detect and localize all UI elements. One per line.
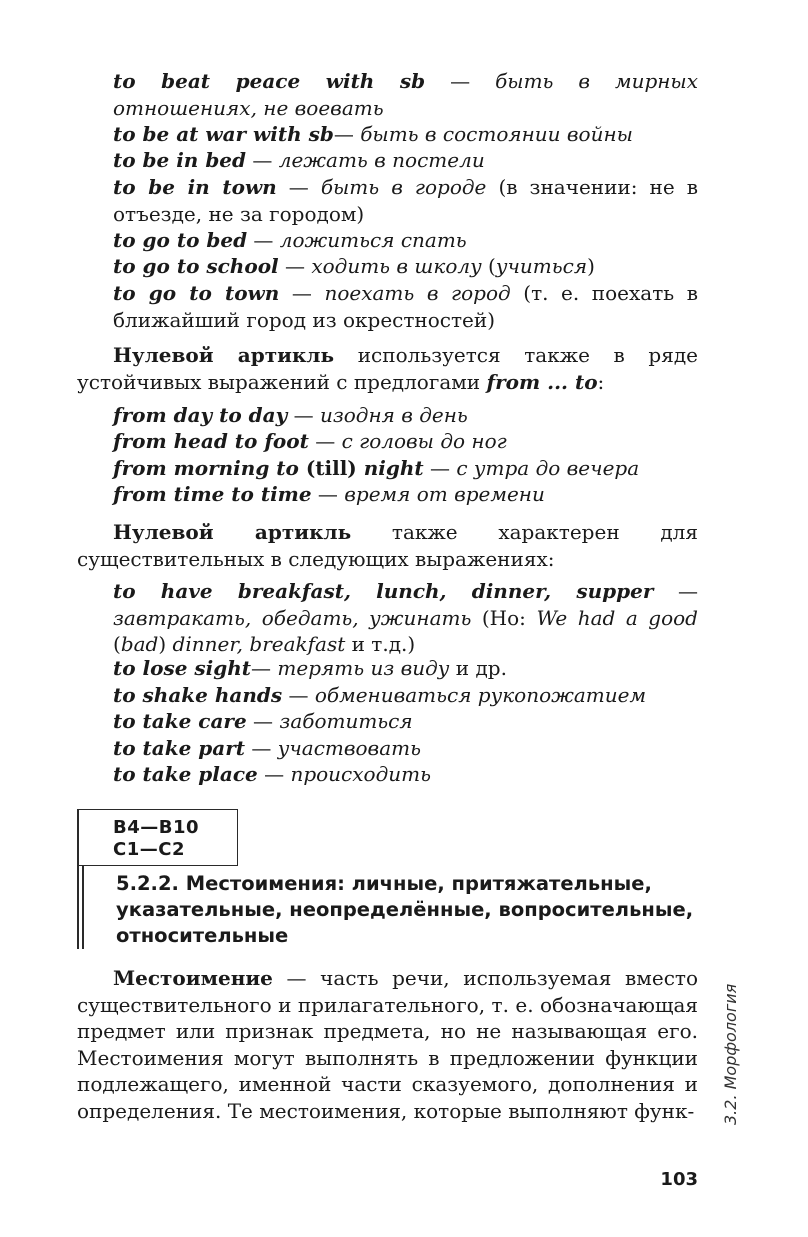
entry-have-breakfast bbox=[113, 578, 698, 658]
entry-dash: — bbox=[279, 281, 325, 305]
entry-definition: быть в состоянии войны bbox=[360, 122, 633, 146]
entry-term: to be in bed bbox=[113, 148, 247, 172]
paragraph-text: также характерен для существительных в следующих выражениях: bbox=[77, 520, 698, 571]
entry-take-place bbox=[113, 761, 698, 788]
entry-term: to have breakfast, lunch, dinner, supper bbox=[113, 579, 654, 603]
section-title: 5.2.2. Местоимения: личные, притяжательные, указательные, неопределённые, вопросительные, относительные bbox=[116, 872, 694, 947]
entry-note-close: ) bbox=[587, 254, 595, 278]
entry-note-word: учиться bbox=[495, 254, 588, 278]
entry-term: to take part bbox=[113, 736, 246, 760]
entry-time-to-time bbox=[113, 481, 698, 508]
entry-in-bed bbox=[113, 147, 698, 174]
entry-definition: ходить в школу bbox=[311, 254, 482, 278]
entry-dash: — bbox=[308, 429, 342, 453]
entry-term: to go to school bbox=[113, 254, 279, 278]
entry-dash: — bbox=[282, 683, 315, 707]
entry-dash: — bbox=[333, 122, 361, 146]
paragraph-phrase: from ... to bbox=[486, 369, 598, 394]
paragraph-zero-article-from-to bbox=[77, 342, 698, 395]
entry-beat-peace bbox=[113, 68, 698, 121]
entry-term: from day to day bbox=[113, 403, 288, 427]
entry-note: (т. е. поехать в ближайший город из окрестностей) bbox=[113, 281, 698, 332]
entry-term-end: night bbox=[356, 456, 424, 480]
entry-dash: — bbox=[276, 175, 321, 199]
entry-note: и др. bbox=[449, 656, 507, 680]
entry-dash: — bbox=[278, 254, 312, 278]
entry-definition: быть в мирных отношениях, не воевать bbox=[113, 69, 698, 120]
entry-term: to beat peace with sb bbox=[113, 69, 426, 93]
entry-definition: изодня в день bbox=[319, 403, 468, 427]
entry-definition: участвовать bbox=[277, 736, 421, 760]
entry-term: to take place bbox=[113, 762, 258, 786]
entry-definition: заботиться bbox=[279, 709, 413, 733]
entry-example: We had a good bbox=[536, 605, 698, 630]
paragraph-text: — часть речи, используемая вместо существительного и прилагательного, т. е. обозначающая предмет или признак предмета, но не называющая его. Местоимения могут выполнять в предложении функции подлежащего, именной части сказуемого, дополнения и определения. Те местоимения, которые выполняют функ- bbox=[77, 966, 698, 1123]
entry-dash: — bbox=[246, 148, 279, 172]
entry-paren-close: ) bbox=[158, 632, 173, 656]
page-number: 103 bbox=[660, 1169, 698, 1190]
entry-term: to shake hands bbox=[113, 683, 283, 707]
section-rule-outer bbox=[77, 809, 79, 949]
entry-definition: завтракать, обедать, ужинать bbox=[113, 605, 472, 630]
entry-term: from head to foot bbox=[113, 429, 309, 453]
entry-note-open: ( bbox=[481, 254, 496, 278]
entry-definition: время от времени bbox=[344, 482, 545, 506]
paragraph-text: используется также в ряде устойчивых выражений с предлогами bbox=[77, 343, 698, 394]
section-rule-inner bbox=[82, 866, 84, 949]
entry-note-open: (Но: bbox=[471, 605, 537, 630]
entry-definition: лежать в постели bbox=[278, 148, 485, 172]
entry-dash: — bbox=[423, 456, 457, 480]
entry-note-close: и т.д.) bbox=[345, 632, 416, 656]
entry-definition: с утра до вечера bbox=[456, 456, 640, 480]
entry-paren-open: ( bbox=[113, 632, 121, 656]
entry-definition: поехать в город bbox=[324, 281, 511, 305]
level-label: B4—B10 bbox=[113, 817, 200, 838]
entry-example-alt: bad bbox=[120, 632, 159, 656]
entry-lose-sight bbox=[113, 655, 698, 682]
entry-day-to-day bbox=[113, 402, 698, 429]
entry-dash: — bbox=[246, 709, 280, 733]
entry-dash: — bbox=[311, 482, 345, 506]
entry-in-town bbox=[113, 174, 698, 227]
entry-term: to lose sight bbox=[113, 656, 252, 680]
entry-dash: — bbox=[251, 656, 278, 680]
paragraph-end: : bbox=[597, 369, 605, 394]
entry-head-to-foot bbox=[113, 428, 698, 455]
level-label: C1—C2 bbox=[113, 839, 185, 860]
entry-take-care bbox=[113, 708, 698, 735]
entry-definition: ложиться спать bbox=[279, 228, 467, 252]
entry-term: to go to town bbox=[113, 281, 280, 305]
entry-morning-to-night bbox=[113, 455, 698, 482]
chapter-side-label: 3.2. Морфология bbox=[721, 983, 740, 1125]
entry-dash: — bbox=[245, 736, 278, 760]
entry-definition: терять из виду bbox=[277, 656, 450, 680]
entry-go-to-town bbox=[113, 280, 698, 333]
entry-term-alt: (till) bbox=[305, 456, 357, 480]
entry-go-to-bed bbox=[113, 227, 698, 254]
entry-term: to be at war with sb bbox=[113, 122, 334, 146]
entry-take-part bbox=[113, 735, 698, 762]
entry-dash: — bbox=[257, 762, 291, 786]
entry-dash: — bbox=[287, 403, 320, 427]
paragraph-pronoun-definition bbox=[77, 965, 698, 1124]
entry-definition: обмениваться рукопожатием bbox=[314, 683, 647, 707]
entry-term: to be in town bbox=[113, 175, 277, 199]
entry-dash: — bbox=[425, 69, 496, 93]
entry-note: (в значении: не в отъезде, не за городом) bbox=[113, 175, 699, 226]
entry-go-to-school bbox=[113, 253, 698, 280]
entry-shake-hands bbox=[113, 682, 698, 709]
entry-term: to go to bed bbox=[113, 228, 248, 252]
entry-term: from time to time bbox=[113, 482, 312, 506]
entry-definition: происходить bbox=[290, 762, 431, 786]
paragraph-term: Местоимение bbox=[113, 966, 273, 990]
paragraph-term: Нулевой артикль bbox=[113, 343, 335, 367]
exam-levels-box bbox=[77, 809, 238, 866]
entry-definition: быть в городе bbox=[320, 175, 487, 199]
entry-dash: — bbox=[247, 228, 280, 252]
entry-definition: с головы до ног bbox=[341, 429, 507, 453]
entry-at-war bbox=[113, 121, 698, 148]
entry-term: from morning to bbox=[113, 456, 306, 480]
entry-term: to take care bbox=[113, 709, 247, 733]
entry-dash: — bbox=[653, 579, 698, 603]
paragraph-zero-article-nouns bbox=[77, 519, 698, 572]
entry-example-end: dinner, breakfast bbox=[172, 632, 346, 656]
paragraph-term: Нулевой артикль bbox=[113, 520, 352, 544]
